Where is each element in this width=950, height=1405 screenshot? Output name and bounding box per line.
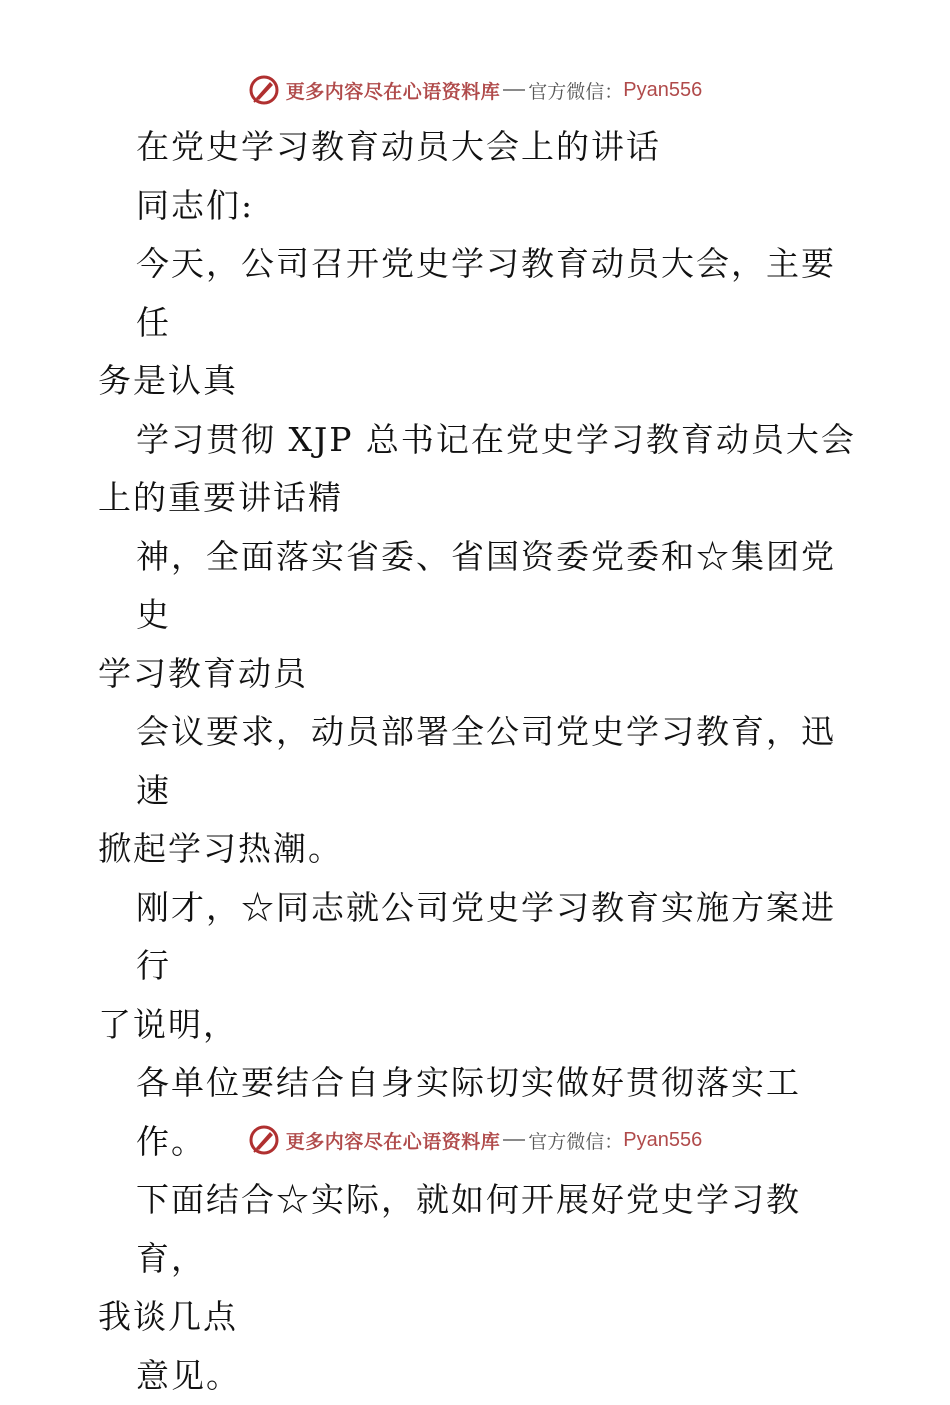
- watermark-site-text: 更多内容尽在心语资料库: [286, 77, 501, 104]
- watermark-dash: [503, 89, 525, 91]
- doc-line: 务是认真: [98, 352, 858, 411]
- doc-line: 同志们:: [98, 177, 858, 236]
- doc-line: 了说明，: [98, 996, 858, 1055]
- doc-line: 学习教育动员: [98, 645, 858, 704]
- doc-title: 在党史学习教育动员大会上的讲话: [98, 118, 858, 177]
- doc-line: 掀起学习热潮。: [98, 820, 858, 879]
- watermark-dash: [503, 1139, 525, 1141]
- doc-line: 我谈几点: [98, 1288, 858, 1347]
- doc-line: 会议要求，动员部署全公司党史学习教育，迅速: [98, 703, 858, 820]
- watermark-wechat-id: Pyan556: [623, 1129, 702, 1152]
- doc-line: 下面结合☆实际，就如何开展好党史学习教育，: [98, 1171, 858, 1288]
- doc-line: 各单位要结合自身实际切实做好贯彻落实工作。: [98, 1054, 858, 1171]
- watermark-wechat-id: Pyan556: [623, 79, 702, 102]
- doc-line: 神，全面落实省委、省国资委党委和☆集团党史: [98, 528, 858, 645]
- doc-line: 学习贯彻 XJP 总书记在党史学习教育动员大会: [98, 411, 858, 470]
- doc-line: 意见。: [98, 1347, 858, 1405]
- doc-line: 刚才，☆同志就公司党史学习教育实施方案进行: [98, 879, 858, 996]
- doc-line: 今天，公司召开党史学习教育动员大会，主要任: [98, 235, 858, 352]
- watermark-site-text: 更多内容尽在心语资料库: [286, 1127, 501, 1154]
- watermark-wechat-label: 官方微信：: [528, 1127, 623, 1154]
- watermark-wechat-label: 官方微信：: [528, 77, 623, 104]
- header-watermark: [0, 70, 950, 110]
- quill-logo-icon: [248, 74, 280, 106]
- doc-line: 上的重要讲话精: [98, 469, 858, 528]
- quill-logo-icon: [248, 1124, 280, 1156]
- footer-watermark: [0, 1120, 950, 1160]
- document-body: [98, 118, 858, 1405]
